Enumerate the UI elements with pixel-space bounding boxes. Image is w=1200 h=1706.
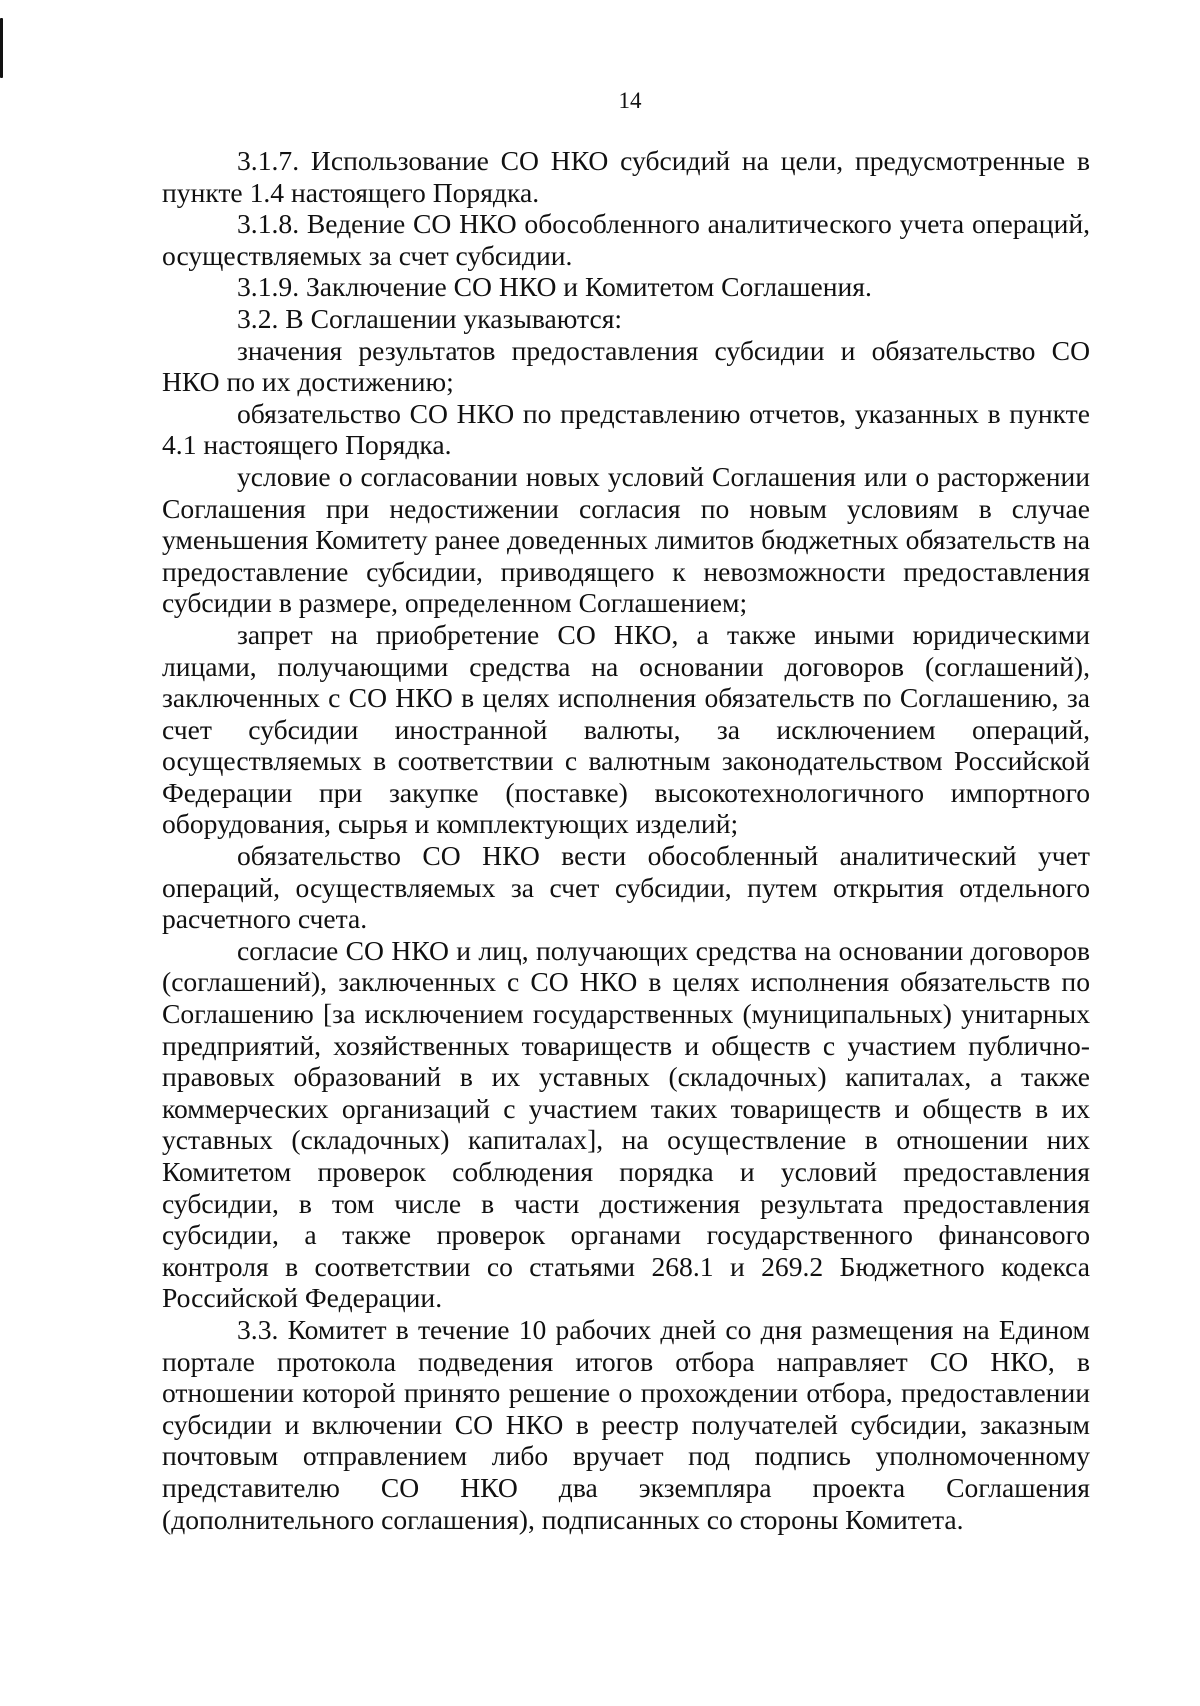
scan-edge-mark (0, 18, 3, 78)
paragraph-results-values: значения результатов предоставления субсидии и обязательство СО НКО по их достижению; (162, 334, 1090, 398)
paragraph-currency-ban: запрет на приобретение СО НКО, а также иными юридическими лицами, получающими средства на основании договоров (соглашений), заключенных с СО НКО в целях исполнения обязательств по Соглашению, за счет субсидии иностранной валюты, за исключением операций, осуществляемых в соответствии с валютным законодательством Российской Федерации при закупке (поставке) высокотехнологичного импортного оборудования, сырья и комплектующих изделий; (162, 618, 1090, 840)
page-number: 14 (618, 88, 642, 113)
paragraph-separate-accounting: обязательство СО НКО вести обособленный аналитический учет операций, осуществляемых за счет субсидии, путем открытия отдельного расчетного счета. (162, 840, 1090, 935)
paragraph-inspection-consent: согласие СО НКО и лиц, получающих средства на основании договоров (соглашений), заключенных с СО НКО в целях исполнения обязательств по Соглашению [за исключением государственных (муниципальных) унитарных предприятий, хозяйственных товариществ и обществ с участием публично-правовых образований в их уставных (складочных) капиталах, а также коммерческих организаций с участием таких товариществ и обществ в их уставных (складочных) капиталах], на осуществление в отношении них Комитетом проверок соблюдения порядка и условий предоставления субсидии, в том числе в части достижения результата предоставления субсидии, а также проверок органами государственного финансового контроля в соответствии со статьями 268.1 и 269.2 Бюджетного кодекса Российской Федерации. (162, 934, 1090, 1314)
paragraph-3-3: 3.3. Комитет в течение 10 рабочих дней со дня размещения на Едином портале протокола подведения итогов отбора направляет СО НКО, в отношении которой принято решение о прохождении отбора, предоставлении субсидии и включении СО НКО в реестр получателей субсидии, заказным почтовым отправлением либо вручает под подпись уполномоченному представителю СО НКО два экземпляра проекта Соглашения (дополнительного соглашения), подписанных со стороны Комитета. (162, 1313, 1090, 1535)
paragraph-3-1-7: 3.1.7. Использование СО НКО субсидий на цели, предусмотренные в пункте 1.4 настоящего Порядка. (162, 145, 1090, 208)
paragraph-3-2: 3.2. В Соглашении указываются: (237, 302, 623, 334)
document-body (162, 145, 1090, 1535)
paragraph-3-1-8: 3.1.8. Ведение СО НКО обособленного аналитического учета операций, осуществляемых за счет субсидии. (162, 208, 1090, 271)
paragraph-3-1-9: 3.1.9. Заключение СО НКО и Комитетом Соглашения. (237, 271, 872, 303)
paragraph-agreement-conditions: условие о согласовании новых условий Соглашения или о расторжении Соглашения при недостижении согласия по новым условиям в случае уменьшения Комитету ранее доведенных лимитов бюджетных обязательств на предоставление субсидии, приводящего к невозможности предоставления субсидии в размере, определенном Соглашением; (162, 460, 1090, 619)
paragraph-reports-obligation: обязательство СО НКО по представлению отчетов, указанных в пункте 4.1 настоящего Порядка. (162, 397, 1090, 461)
